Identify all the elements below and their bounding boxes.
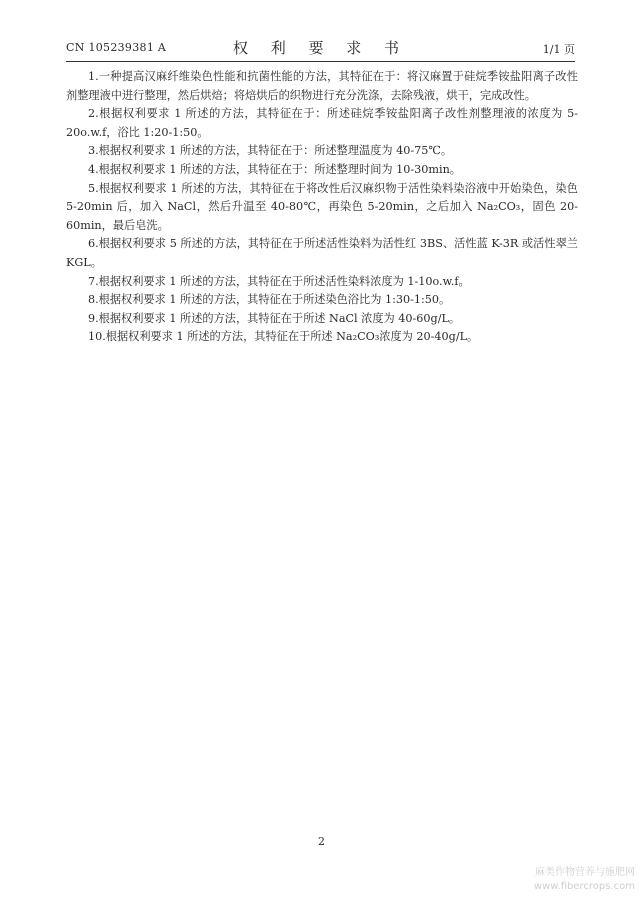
claim-4: 4.根据权利要求 1 所述的方法，其特征在于：所述整理时间为 10-30min。 (88, 162, 461, 176)
claim-6: 6.根据权利要求 5 所述的方法，其特征在于所述活性染料为活性红 3BS、活性蓝 K-3R 或活性翠兰 KGL。 (66, 237, 582, 269)
page-header (66, 36, 575, 62)
claims-list (66, 68, 582, 347)
claim-10: 10.根据权利要求 1 所述的方法，其特征在于所述 Na₂CO₃浓度为 20-40g/L。 (88, 330, 479, 344)
page-count: 1/1 页 (542, 43, 575, 56)
publication-number: CN 105239381 A (66, 41, 167, 54)
claim-1: 1.一种提高汉麻纤维染色性能和抗菌性能的方法，其特征在于：将汉麻置于硅烷季铵盐阳离子改性剂整理液中进行整理，然后烘焙；将焙烘后的织物进行充分洗涤，去除残液，烘干，完成改性。 (66, 70, 578, 102)
site-watermark (534, 866, 635, 894)
claim-3: 3.根据权利要求 1 所述的方法，其特征在于：所述整理温度为 40-75℃。 (88, 144, 453, 158)
claim-5: 5.根据权利要求 1 所述的方法，其特征在于将改性后汉麻织物于活性染料染浴液中开始染色，染色 5-20min 后，加入 NaCl，然后升温至 40-80℃，再染色 5-20min，之后加入 Na₂CO₃，固色 20-60min，最后皂洗。 (66, 181, 582, 232)
claim-9: 9.根据权利要求 1 所述的方法，其特征在于所述 NaCl 浓度为 40-60g/L。 (88, 311, 461, 325)
watermark-line-2: www.fibercrops.com (533, 881, 635, 892)
document-title: 权 利 要 求 书 (232, 39, 409, 57)
claim-2: 2.根据权利要求 1 所述的方法，其特征在于：所述硅烷季铵盐阳离子改性剂整理液的浓度为 5-20o.w.f，浴比 1:20-1:50。 (66, 107, 578, 139)
header-rule (66, 61, 575, 62)
watermark-line-1: 麻类作物营养与施肥网 (535, 867, 635, 878)
claim-7: 7.根据权利要求 1 所述的方法，其特征在于所述活性染料浓度为 1-10o.w.f。 (88, 274, 470, 288)
page-number: 2 (318, 835, 325, 848)
claim-8: 8.根据权利要求 1 所述的方法，其特征在于所述染色浴比为 1:30-1:50。 (88, 293, 451, 307)
